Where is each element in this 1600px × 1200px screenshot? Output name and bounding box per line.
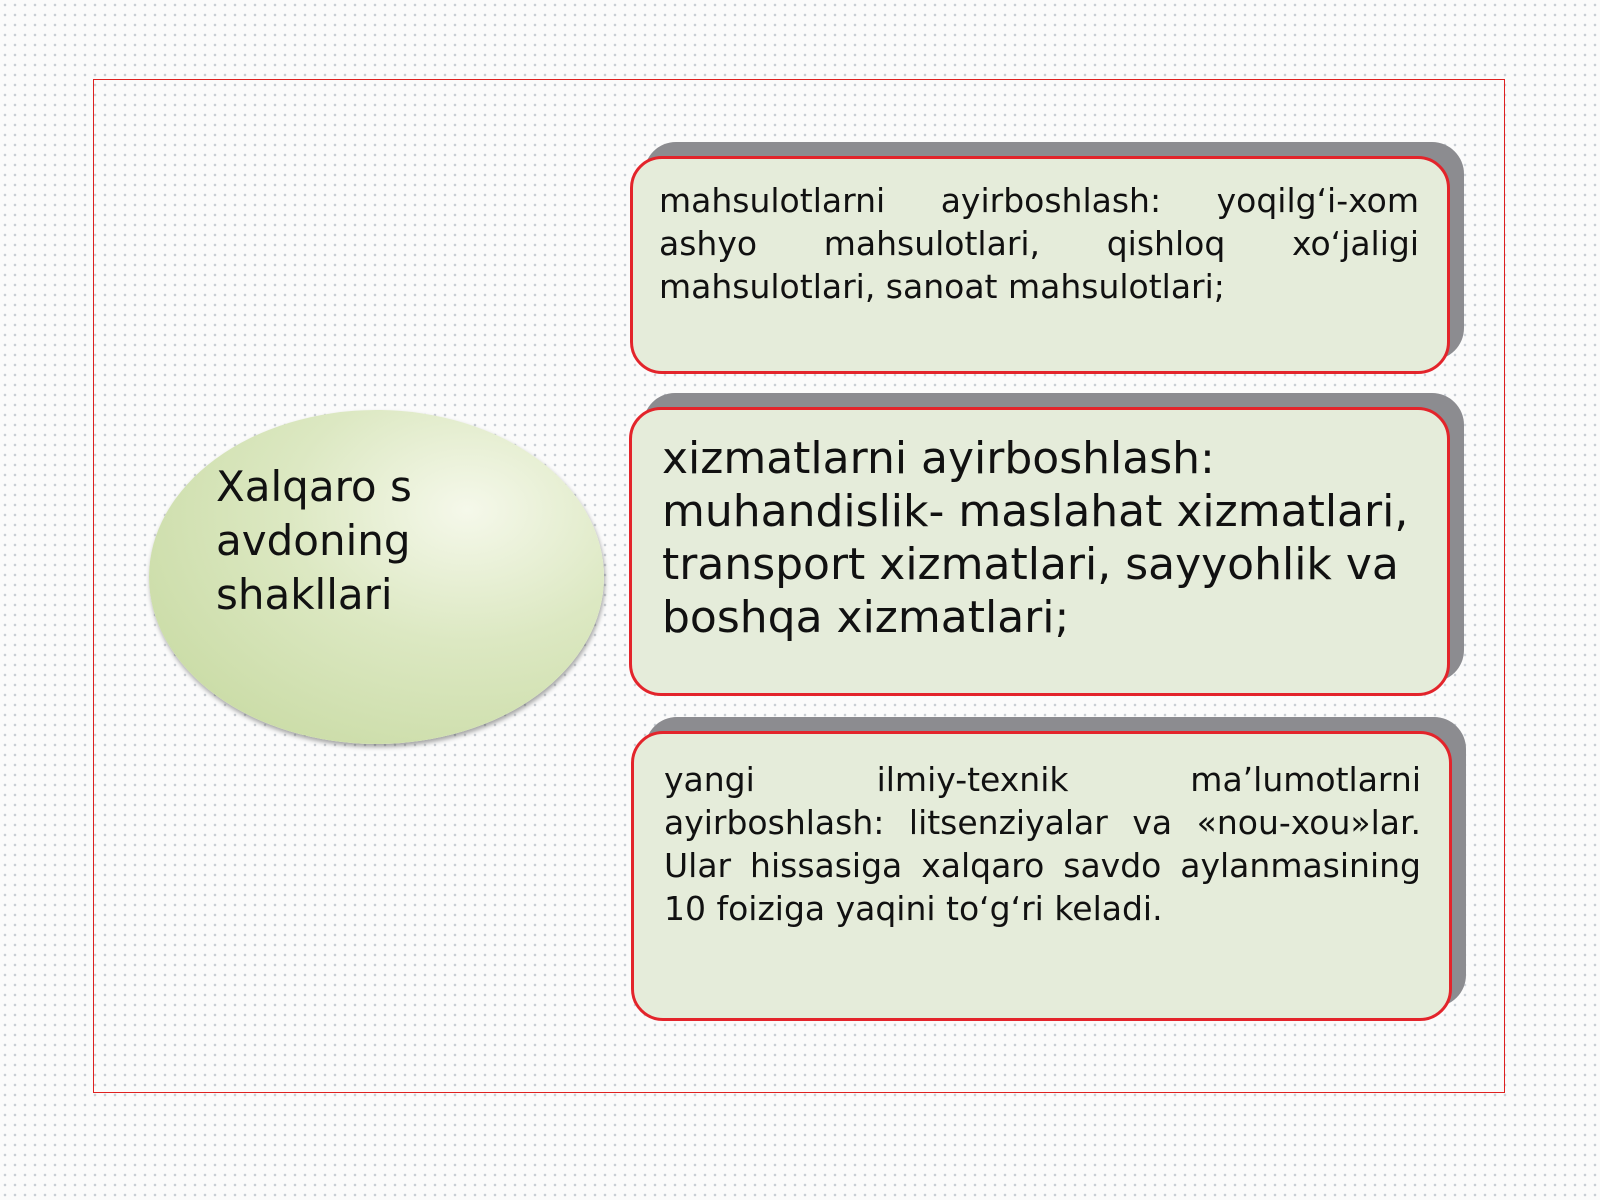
form-box-goods-text: mahsulotlarni ayirboshlash: yoqilg‘i-xom ashyo mahsulotlari, qishloq xo‘jaligi mahsulotlari, sanoat mahsulotlari; bbox=[659, 181, 1419, 306]
form-box-services-text: xizmatlarni ayirboshlash: muhandislik- maslahat xizmatlari, transport xizmatlari, sayyohlik va boshqa xizmatlari; bbox=[662, 433, 1409, 643]
form-box-goods bbox=[630, 156, 1450, 374]
form-box-technology bbox=[631, 731, 1452, 1021]
form-box-technology-text: yangi ilmiy-texnik ma’lumotlarni ayirboshlash: litsenziyalar va «nou-xou»lar. Ular hissasiga xalqaro savdo aylanmasining 10 foiziga yaqini to‘g‘ri keladi. bbox=[664, 760, 1421, 928]
form-box-services bbox=[629, 407, 1450, 696]
center-title: Xalqaro savdoning shakllari bbox=[216, 462, 412, 619]
